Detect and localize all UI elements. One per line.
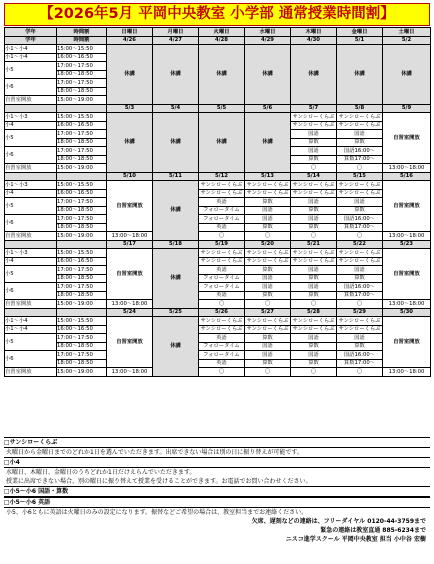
cell-sunshiro: サンシローくらぶ	[245, 181, 291, 190]
header-row	[5, 28, 431, 37]
cell-follow: フォロータイム	[199, 342, 245, 351]
week4-row	[5, 266, 431, 275]
cell-eigo: 英語	[199, 291, 245, 300]
time-slot: 15:00～15:50	[57, 181, 107, 190]
cell-jishu: 自習室開放	[383, 181, 431, 232]
cell-jishu: 自習室開放	[383, 317, 431, 368]
header-thu: 木曜日	[291, 28, 337, 37]
date: 5/12	[199, 172, 245, 181]
cell-kyuko: 休講	[107, 113, 153, 173]
cell-kyuko: 休講	[337, 45, 383, 105]
cell-self-time: 13:00～18:00	[383, 300, 431, 309]
cell-kokugo: 国語	[291, 266, 337, 275]
week5-row	[5, 368, 431, 377]
grade-label: 小6	[5, 215, 57, 232]
time-slot: 18:00～18:50	[57, 138, 107, 147]
cell-kokugo: 国語	[291, 334, 337, 343]
time-slot: 18:00～18:50	[57, 70, 107, 79]
cell-sunshiro: サンシローくらぶ	[245, 317, 291, 326]
cell-maru: 〇	[337, 164, 383, 173]
cell-eigo: 英語	[199, 266, 245, 275]
cell-koku16: 国語16:00～	[337, 215, 383, 224]
contact-absence: 欠席、遅刻などの連絡は、フリーダイヤル 0120-44-3759まで	[251, 518, 426, 525]
grade-label: 小5	[5, 266, 57, 283]
header-wed: 水曜日	[245, 28, 291, 37]
date: 5/23	[383, 240, 431, 249]
time-slot: 18:00～18:50	[57, 155, 107, 164]
cell-sansu: 算数	[291, 155, 337, 164]
cell-maru: 〇	[291, 164, 337, 173]
cell-kokugo: 国語	[291, 147, 337, 156]
date: 5/18	[153, 240, 199, 249]
note-heading-sunshiro: □サンシローくらぶ	[4, 437, 430, 448]
date: 5/19	[199, 240, 245, 249]
week3-row	[5, 198, 431, 207]
date: 4/29	[245, 36, 291, 45]
week1-row	[5, 45, 431, 54]
cell-sunshiro: サンシローくらぶ	[199, 317, 245, 326]
date: 5/16	[383, 172, 431, 181]
cell-san17: 算数17:00～	[337, 359, 383, 368]
note-heading-grade56-kokusan: □小5～小6 国語・算数	[4, 486, 430, 497]
time-slot: 18:00～18:50	[57, 359, 107, 368]
cell-sunshiro: サンシローくらぶ	[291, 113, 337, 122]
date: 5/17	[107, 240, 153, 249]
cell-eigo: 英語	[199, 334, 245, 343]
cell-sansu: 算数	[291, 291, 337, 300]
date: 4/30	[291, 36, 337, 45]
time-slot: 17:00～17:50	[57, 198, 107, 207]
date: 5/20	[245, 240, 291, 249]
week4-row	[5, 283, 431, 292]
cell-sunshiro: サンシローくらぶ	[199, 189, 245, 198]
cell-sansu: 算数	[245, 223, 291, 232]
cell-maru: 〇	[291, 368, 337, 377]
cell-kyuko: 休講	[153, 317, 199, 377]
date: 5/21	[291, 240, 337, 249]
week4-row	[5, 274, 431, 283]
week4-row	[5, 300, 431, 309]
cell-sansu: 算数	[245, 291, 291, 300]
time-slot: 18:00～18:50	[57, 206, 107, 215]
cell-kokugo: 国語	[245, 206, 291, 215]
grade-label: 自習室開放	[5, 300, 57, 309]
cell-kokugo: 国語	[337, 198, 383, 207]
cell-maru: 〇	[245, 368, 291, 377]
note-heading-grade4: □小4	[4, 457, 430, 468]
grade-label: 小4	[5, 257, 57, 266]
note-heading-grade56-eigo: □小5～小6 英語	[4, 497, 430, 508]
cell-jishu: 自習室開放	[383, 249, 431, 300]
date: 5/5	[199, 104, 245, 113]
time-slot: 16:00～16:50	[57, 53, 107, 62]
cell-maru: 〇	[291, 300, 337, 309]
time-slot: 18:00～18:50	[57, 291, 107, 300]
cell-koku16: 国語16:00～	[337, 147, 383, 156]
cell-sunshiro: サンシローくらぶ	[337, 325, 383, 334]
time-slot: 17:00～17:50	[57, 351, 107, 360]
grade-label: 小6	[5, 351, 57, 368]
cell-san17: 算数17:00～	[337, 155, 383, 164]
time-slot: 17:00～17:50	[57, 62, 107, 71]
header-sat: 土曜日	[383, 28, 431, 37]
header-tue: 火曜日	[199, 28, 245, 37]
cell-sunshiro: サンシローくらぶ	[245, 249, 291, 258]
date: 5/14	[291, 172, 337, 181]
cell-sunshiro: サンシローくらぶ	[199, 257, 245, 266]
week4-row	[5, 291, 431, 300]
cell-kokugo: 国語	[337, 130, 383, 139]
time-slot: 17:00～17:50	[57, 79, 107, 88]
grade-label: 小1～小4	[5, 53, 57, 62]
cell-sunshiro: サンシローくらぶ	[291, 249, 337, 258]
cell-eigo: 英語	[199, 223, 245, 232]
date: 5/15	[337, 172, 383, 181]
date: 5/8	[337, 104, 383, 113]
date: 5/11	[153, 172, 199, 181]
cell-kokugo: 国語	[245, 215, 291, 224]
date: 5/30	[383, 308, 431, 317]
cell-sansu: 算数	[245, 266, 291, 275]
grade-label: 小5	[5, 62, 57, 79]
time-slot: 15:00～19:00	[57, 164, 107, 173]
header-sun: 日曜日	[107, 28, 153, 37]
time-slot: 15:00～19:00	[57, 232, 107, 241]
header-fri: 金曜日	[337, 28, 383, 37]
cell-self-time: 13:00～18:00	[107, 300, 153, 309]
week3-row	[5, 215, 431, 224]
cell-eigo: 英語	[199, 359, 245, 368]
cell-maru: 〇	[337, 300, 383, 309]
grade-label: 自習室開放	[5, 368, 57, 377]
date: 5/24	[107, 308, 153, 317]
date: 5/25	[153, 308, 199, 317]
cell-sansu: 算数	[291, 138, 337, 147]
week3-row	[5, 189, 431, 198]
cell-kokugo: 国語	[291, 283, 337, 292]
time-slot: 15:00～15:50	[57, 113, 107, 122]
cell-follow: フォロータイム	[199, 215, 245, 224]
cell-maru: 〇	[199, 232, 245, 241]
header-slot: 時間割	[57, 28, 107, 37]
date: 5/7	[291, 104, 337, 113]
date: 5/2	[383, 36, 431, 45]
notes-section	[4, 437, 430, 544]
date: 5/4	[153, 104, 199, 113]
week4-row	[5, 257, 431, 266]
cell-kokugo: 国語	[337, 266, 383, 275]
week5-row	[5, 325, 431, 334]
time-slot: 15:00～15:50	[57, 249, 107, 258]
cell-sunshiro: サンシローくらぶ	[291, 121, 337, 130]
cell-sansu: 算数	[291, 223, 337, 232]
cell-sansu: 算数	[337, 274, 383, 283]
time-slot: 16:00～16:50	[57, 189, 107, 198]
cell-sunshiro: サンシローくらぶ	[245, 257, 291, 266]
week3-row	[5, 232, 431, 241]
cell-kokugo: 国語	[245, 283, 291, 292]
week5-date-row	[5, 308, 431, 317]
time-slot: 17:00～17:50	[57, 334, 107, 343]
cell-sansu: 算数	[337, 138, 383, 147]
date: 5/27	[245, 308, 291, 317]
week2-row	[5, 113, 431, 122]
time-slot: 17:00～17:50	[57, 266, 107, 275]
header-grade: 学年	[5, 28, 57, 37]
cell-kyuko: 休講	[245, 113, 291, 173]
time-slot: 15:00～15:50	[57, 317, 107, 326]
page-title: 【2026年5月 平岡中央教室 小学部 通常授業時間割】	[4, 3, 430, 26]
cell-sunshiro: サンシローくらぶ	[291, 325, 337, 334]
cell-jishu: 自習室開放	[107, 317, 153, 368]
cell-sunshiro: サンシローくらぶ	[337, 181, 383, 190]
time-slot: 15:00～15:50	[57, 45, 107, 54]
time-slot: 16:00～16:50	[57, 257, 107, 266]
grade-label: 自習室開放	[5, 164, 57, 173]
grade-label: 小6	[5, 283, 57, 300]
date: 5/13	[245, 172, 291, 181]
cell-eigo: 英語	[199, 198, 245, 207]
cell-follow: フォロータイム	[199, 351, 245, 360]
time-slot: 16:00～16:50	[57, 325, 107, 334]
cell-follow: フォロータイム	[199, 274, 245, 283]
cell-maru: 〇	[245, 232, 291, 241]
week3-row	[5, 223, 431, 232]
date: 5/22	[337, 240, 383, 249]
cell-sunshiro: サンシローくらぶ	[337, 249, 383, 258]
note-line: 火曜日から金曜日までのどれか1日を選んでいただきます。出席できない場合は別の日に振り替えが可能です。	[6, 449, 303, 456]
cell-maru: 〇	[291, 232, 337, 241]
date: 5/3	[107, 104, 153, 113]
cell-kokugo: 国語	[291, 198, 337, 207]
grade-label: 小1～小4	[5, 317, 57, 326]
grade-label: 小1～小3	[5, 113, 57, 122]
week5-row	[5, 334, 431, 343]
cell-kokugo: 国語	[245, 274, 291, 283]
week4-date-row	[5, 240, 431, 249]
cell-sunshiro: サンシローくらぶ	[199, 181, 245, 190]
cell-sunshiro: サンシローくらぶ	[291, 189, 337, 198]
contact-emergency: 緊急の連絡は教室直通 885-6234まで	[320, 527, 426, 534]
cell-kyuko: 休講	[245, 45, 291, 105]
cell-sansu: 算数	[291, 359, 337, 368]
school-signature: ニスコ進学スクール 平岡中央教室 担当 小中谷 宏樹	[285, 536, 426, 543]
grade-label: 小5	[5, 130, 57, 147]
cell-kokugo: 国語	[337, 334, 383, 343]
date: 5/26	[199, 308, 245, 317]
cell-kyuko: 休講	[199, 113, 245, 173]
cell-kokugo: 国語	[291, 215, 337, 224]
cell-kyuko: 休講	[153, 249, 199, 309]
cell-sunshiro: サンシローくらぶ	[291, 317, 337, 326]
grade-label: 小1～小3	[5, 181, 57, 190]
cell-sunshiro: サンシローくらぶ	[337, 317, 383, 326]
cell-sansu: 算数	[245, 334, 291, 343]
grade-label: 小1～小4	[5, 45, 57, 54]
cell-sansu: 算数	[245, 359, 291, 368]
week3-row	[5, 181, 431, 190]
cell-jishu: 自習室開放	[107, 249, 153, 300]
cell-follow: フォロータイム	[199, 206, 245, 215]
week4-row	[5, 249, 431, 258]
label-grade: 学年	[5, 36, 57, 45]
cell-sunshiro: サンシローくらぶ	[337, 113, 383, 122]
date: 4/27	[153, 36, 199, 45]
date: 4/26	[107, 36, 153, 45]
time-slot: 18:00～18:50	[57, 87, 107, 96]
cell-kyuko: 休講	[291, 45, 337, 105]
cell-kyuko: 休講	[153, 45, 199, 105]
cell-self-time: 13:00～18:00	[107, 232, 153, 241]
week1-date-row	[5, 36, 431, 45]
grade-label: 小4	[5, 189, 57, 198]
cell-sansu: 算数	[337, 342, 383, 351]
week5-row	[5, 359, 431, 368]
time-slot: 17:00～17:50	[57, 283, 107, 292]
date: 5/10	[107, 172, 153, 181]
note-line: 授業に出席できない場合、別の曜日に振り替えて授業を受けることができます。お電話でお問い合わせください。	[6, 478, 312, 485]
cell-sunshiro: サンシローくらぶ	[291, 181, 337, 190]
grade-label: 自習室開放	[5, 96, 57, 105]
week5-row	[5, 342, 431, 351]
cell-sunshiro: サンシローくらぶ	[291, 257, 337, 266]
label-period: 時間割	[57, 36, 107, 45]
cell-self-time: 13:00～18:00	[383, 232, 431, 241]
cell-kokugo: 国語	[291, 351, 337, 360]
grade-label: 小1～小3	[5, 249, 57, 258]
date: 5/28	[291, 308, 337, 317]
cell-koku16: 国語16:00～	[337, 351, 383, 360]
cell-kyuko: 休講	[153, 113, 199, 173]
cell-maru: 〇	[337, 232, 383, 241]
time-slot: 17:00～17:50	[57, 147, 107, 156]
cell-sunshiro: サンシローくらぶ	[337, 257, 383, 266]
grade-label: 小5	[5, 334, 57, 351]
cell-sunshiro: サンシローくらぶ	[337, 189, 383, 198]
date: 4/28	[199, 36, 245, 45]
note-line: 水曜日、木曜日、金曜日のうちどれか1日だけえらんでいただきます。	[6, 469, 196, 476]
cell-jishu: 自習室開放	[383, 113, 431, 164]
cell-sansu: 算数	[245, 198, 291, 207]
cell-sansu: 算数	[337, 206, 383, 215]
cell-maru: 〇	[337, 368, 383, 377]
cell-jishu: 自習室開放	[107, 181, 153, 232]
grade-label: 自習室開放	[5, 232, 57, 241]
cell-follow: フォロータイム	[199, 283, 245, 292]
grade-label: 小6	[5, 79, 57, 96]
cell-sunshiro: サンシローくらぶ	[245, 325, 291, 334]
date: 5/6	[245, 104, 291, 113]
cell-sunshiro: サンシローくらぶ	[199, 325, 245, 334]
time-slot: 18:00～18:50	[57, 274, 107, 283]
time-slot: 15:00～19:00	[57, 300, 107, 309]
note-line: 小5、小6ともに英語は火曜日のみの設定になります。振替などご希望の場合は、教室担当までお連絡ください。	[6, 509, 308, 516]
week5-row	[5, 317, 431, 326]
cell-koku16: 国語16:00～	[337, 283, 383, 292]
date: 5/29	[337, 308, 383, 317]
cell-sunshiro: サンシローくらぶ	[199, 249, 245, 258]
time-slot: 15:00～19:00	[57, 96, 107, 105]
grade-label: 小4	[5, 121, 57, 130]
cell-kokugo: 国語	[291, 130, 337, 139]
date: 5/9	[383, 104, 431, 113]
cell-self-time: 13:00～18:00	[107, 368, 153, 377]
cell-sansu: 算数	[291, 274, 337, 283]
cell-self-time: 13:00～18:00	[383, 164, 431, 173]
grade-label: 小5	[5, 198, 57, 215]
cell-self-time: 13:00～18:00	[383, 368, 431, 377]
date: 5/1	[337, 36, 383, 45]
time-slot: 17:00～17:50	[57, 130, 107, 139]
header-mon: 月曜日	[153, 28, 199, 37]
cell-san17: 算数17:00～	[337, 291, 383, 300]
cell-maru: 〇	[245, 300, 291, 309]
cell-sansu: 算数	[291, 206, 337, 215]
grade-label: 小1～小4	[5, 325, 57, 334]
cell-sansu: 算数	[291, 342, 337, 351]
cell-san17: 算数17:00～	[337, 223, 383, 232]
cell-kokugo: 国語	[245, 351, 291, 360]
time-slot: 16:00～16:50	[57, 121, 107, 130]
time-slot: 18:00～18:50	[57, 223, 107, 232]
week5-row	[5, 351, 431, 360]
cell-sunshiro: サンシローくらぶ	[245, 189, 291, 198]
cell-kokugo: 国語	[245, 342, 291, 351]
cell-maru: 〇	[199, 368, 245, 377]
cell-kyuko: 休講	[199, 45, 245, 105]
cell-kyuko: 休講	[383, 45, 431, 105]
cell-kyuko: 休講	[107, 45, 153, 105]
time-slot: 18:00～18:50	[57, 342, 107, 351]
cell-kyuko: 休講	[153, 181, 199, 241]
cell-maru: 〇	[199, 300, 245, 309]
cell-sunshiro: サンシローくらぶ	[337, 121, 383, 130]
grade-label: 小6	[5, 147, 57, 164]
time-slot: 17:00～17:50	[57, 215, 107, 224]
week3-date-row	[5, 172, 431, 181]
week3-row	[5, 206, 431, 215]
timetable	[4, 27, 431, 377]
time-slot: 15:00～19:00	[57, 368, 107, 377]
week2-date-row	[5, 104, 431, 113]
